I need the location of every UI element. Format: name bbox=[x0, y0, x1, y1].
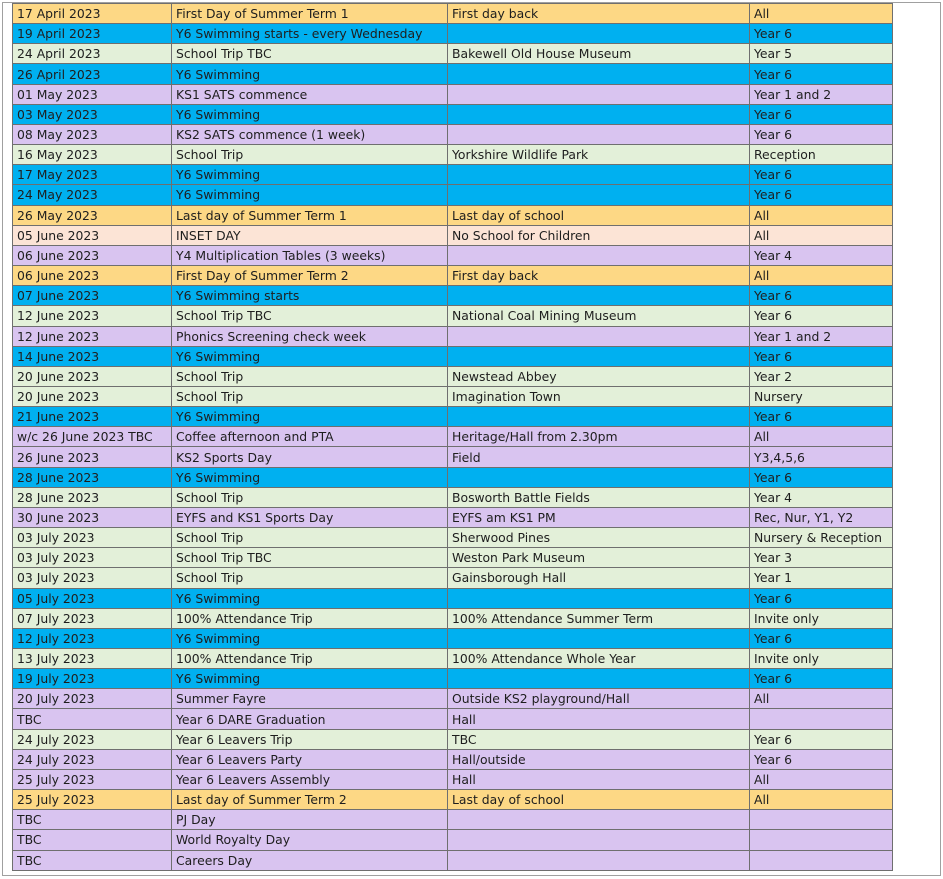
group-cell: Year 1 and 2 bbox=[750, 326, 893, 346]
group-cell: All bbox=[750, 4, 893, 24]
table-row bbox=[13, 245, 893, 265]
date-cell: 28 June 2023 bbox=[13, 487, 172, 507]
event-cell: School Trip bbox=[172, 145, 448, 165]
event-cell: First Day of Summer Term 1 bbox=[172, 4, 448, 24]
location-cell: Last day of school bbox=[448, 790, 750, 810]
table-row bbox=[13, 568, 893, 588]
location-cell: Hall/outside bbox=[448, 749, 750, 769]
table-row bbox=[13, 649, 893, 669]
location-cell bbox=[448, 24, 750, 44]
table-row bbox=[13, 588, 893, 608]
event-cell: School Trip TBC bbox=[172, 44, 448, 64]
event-cell: School Trip bbox=[172, 487, 448, 507]
location-cell bbox=[448, 346, 750, 366]
event-cell: KS1 SATS commence bbox=[172, 84, 448, 104]
group-cell: Year 6 bbox=[750, 64, 893, 84]
group-cell: Year 6 bbox=[750, 104, 893, 124]
date-cell: 12 July 2023 bbox=[13, 628, 172, 648]
group-cell: Year 6 bbox=[750, 165, 893, 185]
date-cell: 03 May 2023 bbox=[13, 104, 172, 124]
event-cell: Y6 Swimming bbox=[172, 628, 448, 648]
location-cell bbox=[448, 165, 750, 185]
event-cell: Y6 Swimming bbox=[172, 588, 448, 608]
date-cell: 26 May 2023 bbox=[13, 205, 172, 225]
event-cell: Y6 Swimming bbox=[172, 104, 448, 124]
events-table bbox=[12, 3, 893, 871]
table-row bbox=[13, 407, 893, 427]
date-cell: 05 June 2023 bbox=[13, 225, 172, 245]
date-cell: 14 June 2023 bbox=[13, 346, 172, 366]
group-cell: Year 6 bbox=[750, 749, 893, 769]
group-cell: Nursery & Reception bbox=[750, 528, 893, 548]
group-cell: Rec, Nur, Y1, Y2 bbox=[750, 507, 893, 527]
group-cell: All bbox=[750, 266, 893, 286]
date-cell: 12 June 2023 bbox=[13, 326, 172, 346]
location-cell bbox=[448, 467, 750, 487]
date-cell: 24 July 2023 bbox=[13, 729, 172, 749]
table-row bbox=[13, 427, 893, 447]
location-cell: TBC bbox=[448, 729, 750, 749]
table-row bbox=[13, 608, 893, 628]
date-cell: 08 May 2023 bbox=[13, 124, 172, 144]
event-cell: Y6 Swimming starts bbox=[172, 286, 448, 306]
date-cell: w/c 26 June 2023 TBC bbox=[13, 427, 172, 447]
event-cell: School Trip TBC bbox=[172, 548, 448, 568]
group-cell: Year 4 bbox=[750, 487, 893, 507]
date-cell: TBC bbox=[13, 709, 172, 729]
date-cell: 20 July 2023 bbox=[13, 689, 172, 709]
group-cell: All bbox=[750, 790, 893, 810]
location-cell bbox=[448, 810, 750, 830]
date-cell: 05 July 2023 bbox=[13, 588, 172, 608]
date-cell: TBC bbox=[13, 810, 172, 830]
event-cell: Last day of Summer Term 1 bbox=[172, 205, 448, 225]
location-cell: Hall bbox=[448, 769, 750, 789]
table-row bbox=[13, 810, 893, 830]
date-cell: 19 July 2023 bbox=[13, 669, 172, 689]
group-cell: All bbox=[750, 427, 893, 447]
table-row bbox=[13, 84, 893, 104]
location-cell: First day back bbox=[448, 266, 750, 286]
group-cell: Year 4 bbox=[750, 245, 893, 265]
date-cell: 17 April 2023 bbox=[13, 4, 172, 24]
location-cell: Newstead Abbey bbox=[448, 366, 750, 386]
event-cell: Careers Day bbox=[172, 850, 448, 870]
event-cell: EYFS and KS1 Sports Day bbox=[172, 507, 448, 527]
date-cell: 06 June 2023 bbox=[13, 266, 172, 286]
event-cell: INSET DAY bbox=[172, 225, 448, 245]
date-cell: 20 June 2023 bbox=[13, 386, 172, 406]
event-cell: KS2 Sports Day bbox=[172, 447, 448, 467]
table-row bbox=[13, 64, 893, 84]
location-cell: Field bbox=[448, 447, 750, 467]
date-cell: 01 May 2023 bbox=[13, 84, 172, 104]
table-row bbox=[13, 769, 893, 789]
group-cell: Year 6 bbox=[750, 467, 893, 487]
group-cell: Year 1 and 2 bbox=[750, 84, 893, 104]
table-row bbox=[13, 306, 893, 326]
location-cell bbox=[448, 286, 750, 306]
date-cell: 07 July 2023 bbox=[13, 608, 172, 628]
table-row bbox=[13, 44, 893, 64]
event-cell: 100% Attendance Trip bbox=[172, 649, 448, 669]
event-cell: First Day of Summer Term 2 bbox=[172, 266, 448, 286]
group-cell bbox=[750, 850, 893, 870]
table-row bbox=[13, 467, 893, 487]
location-cell: Yorkshire Wildlife Park bbox=[448, 145, 750, 165]
event-cell: Year 6 DARE Graduation bbox=[172, 709, 448, 729]
event-cell: Summer Fayre bbox=[172, 689, 448, 709]
group-cell: Year 6 bbox=[750, 588, 893, 608]
location-cell: EYFS am KS1 PM bbox=[448, 507, 750, 527]
event-cell: School Trip bbox=[172, 386, 448, 406]
group-cell bbox=[750, 810, 893, 830]
event-cell: Last day of Summer Term 2 bbox=[172, 790, 448, 810]
table-row bbox=[13, 266, 893, 286]
location-cell: Sherwood Pines bbox=[448, 528, 750, 548]
table-row bbox=[13, 709, 893, 729]
location-cell bbox=[448, 185, 750, 205]
event-cell: 100% Attendance Trip bbox=[172, 608, 448, 628]
table-row bbox=[13, 145, 893, 165]
location-cell: Bakewell Old House Museum bbox=[448, 44, 750, 64]
group-cell: Year 3 bbox=[750, 548, 893, 568]
event-cell: Y6 Swimming bbox=[172, 346, 448, 366]
group-cell: All bbox=[750, 769, 893, 789]
event-cell: School Trip TBC bbox=[172, 306, 448, 326]
event-cell: Y6 Swimming starts - every Wednesday bbox=[172, 24, 448, 44]
location-cell bbox=[448, 407, 750, 427]
location-cell: 100% Attendance Summer Term bbox=[448, 608, 750, 628]
location-cell: National Coal Mining Museum bbox=[448, 306, 750, 326]
table-row bbox=[13, 346, 893, 366]
event-cell: Y6 Swimming bbox=[172, 669, 448, 689]
table-row bbox=[13, 487, 893, 507]
date-cell: 21 June 2023 bbox=[13, 407, 172, 427]
date-cell: 12 June 2023 bbox=[13, 306, 172, 326]
event-cell: Phonics Screening check week bbox=[172, 326, 448, 346]
table-row bbox=[13, 4, 893, 24]
location-cell bbox=[448, 850, 750, 870]
event-cell: Y6 Swimming bbox=[172, 165, 448, 185]
location-cell: Outside KS2 playground/Hall bbox=[448, 689, 750, 709]
table-row bbox=[13, 104, 893, 124]
location-cell: Last day of school bbox=[448, 205, 750, 225]
group-cell bbox=[750, 830, 893, 850]
group-cell: Y3,4,5,6 bbox=[750, 447, 893, 467]
group-cell: All bbox=[750, 225, 893, 245]
table-row bbox=[13, 386, 893, 406]
location-cell: Gainsborough Hall bbox=[448, 568, 750, 588]
location-cell: Weston Park Museum bbox=[448, 548, 750, 568]
table-row bbox=[13, 225, 893, 245]
table-row bbox=[13, 850, 893, 870]
location-cell bbox=[448, 104, 750, 124]
event-cell: Y6 Swimming bbox=[172, 185, 448, 205]
event-cell: KS2 SATS commence (1 week) bbox=[172, 124, 448, 144]
date-cell: 19 April 2023 bbox=[13, 24, 172, 44]
event-cell: School Trip bbox=[172, 366, 448, 386]
group-cell bbox=[750, 709, 893, 729]
table-row bbox=[13, 205, 893, 225]
date-cell: 03 July 2023 bbox=[13, 548, 172, 568]
table-row bbox=[13, 729, 893, 749]
group-cell: Year 2 bbox=[750, 366, 893, 386]
date-cell: 03 July 2023 bbox=[13, 528, 172, 548]
date-cell: 25 July 2023 bbox=[13, 790, 172, 810]
event-cell: Year 6 Leavers Party bbox=[172, 749, 448, 769]
location-cell: Bosworth Battle Fields bbox=[448, 487, 750, 507]
event-cell: World Royalty Day bbox=[172, 830, 448, 850]
date-cell: 28 June 2023 bbox=[13, 467, 172, 487]
date-cell: 06 June 2023 bbox=[13, 245, 172, 265]
group-cell: Year 6 bbox=[750, 628, 893, 648]
date-cell: 20 June 2023 bbox=[13, 366, 172, 386]
event-cell: PJ Day bbox=[172, 810, 448, 830]
table-row bbox=[13, 628, 893, 648]
location-cell bbox=[448, 588, 750, 608]
table-row bbox=[13, 507, 893, 527]
location-cell bbox=[448, 628, 750, 648]
event-cell: Y6 Swimming bbox=[172, 467, 448, 487]
group-cell: Year 6 bbox=[750, 669, 893, 689]
location-cell bbox=[448, 84, 750, 104]
location-cell bbox=[448, 830, 750, 850]
location-cell: 100% Attendance Whole Year bbox=[448, 649, 750, 669]
table-row bbox=[13, 528, 893, 548]
date-cell: 30 June 2023 bbox=[13, 507, 172, 527]
location-cell: Heritage/Hall from 2.30pm bbox=[448, 427, 750, 447]
date-cell: TBC bbox=[13, 850, 172, 870]
event-cell: School Trip bbox=[172, 528, 448, 548]
table-row bbox=[13, 185, 893, 205]
group-cell: Reception bbox=[750, 145, 893, 165]
table-row bbox=[13, 447, 893, 467]
group-cell: All bbox=[750, 689, 893, 709]
location-cell: Imagination Town bbox=[448, 386, 750, 406]
table-row bbox=[13, 326, 893, 346]
group-cell: Year 6 bbox=[750, 729, 893, 749]
events-table-body bbox=[13, 4, 893, 871]
event-cell: Y6 Swimming bbox=[172, 407, 448, 427]
group-cell: All bbox=[750, 205, 893, 225]
location-cell bbox=[448, 669, 750, 689]
group-cell: Year 6 bbox=[750, 185, 893, 205]
group-cell: Year 6 bbox=[750, 286, 893, 306]
group-cell: Nursery bbox=[750, 386, 893, 406]
location-cell: No School for Children bbox=[448, 225, 750, 245]
location-cell: Hall bbox=[448, 709, 750, 729]
location-cell bbox=[448, 64, 750, 84]
date-cell: 25 July 2023 bbox=[13, 769, 172, 789]
table-row bbox=[13, 124, 893, 144]
table-row bbox=[13, 689, 893, 709]
location-cell: First day back bbox=[448, 4, 750, 24]
event-cell: Year 6 Leavers Trip bbox=[172, 729, 448, 749]
date-cell: 24 July 2023 bbox=[13, 749, 172, 769]
date-cell: 24 April 2023 bbox=[13, 44, 172, 64]
date-cell: 13 July 2023 bbox=[13, 649, 172, 669]
table-row bbox=[13, 548, 893, 568]
date-cell: 03 July 2023 bbox=[13, 568, 172, 588]
event-cell: Coffee afternoon and PTA bbox=[172, 427, 448, 447]
date-cell: 26 June 2023 bbox=[13, 447, 172, 467]
group-cell: Year 6 bbox=[750, 346, 893, 366]
group-cell: Invite only bbox=[750, 608, 893, 628]
date-cell: 16 May 2023 bbox=[13, 145, 172, 165]
date-cell: 07 June 2023 bbox=[13, 286, 172, 306]
date-cell: 17 May 2023 bbox=[13, 165, 172, 185]
event-cell: Y6 Swimming bbox=[172, 64, 448, 84]
group-cell: Year 6 bbox=[750, 124, 893, 144]
table-row bbox=[13, 669, 893, 689]
table-row bbox=[13, 830, 893, 850]
location-cell bbox=[448, 326, 750, 346]
table-row bbox=[13, 286, 893, 306]
date-cell: 26 April 2023 bbox=[13, 64, 172, 84]
group-cell: Year 6 bbox=[750, 24, 893, 44]
event-cell: Year 6 Leavers Assembly bbox=[172, 769, 448, 789]
location-cell bbox=[448, 245, 750, 265]
date-cell: 24 May 2023 bbox=[13, 185, 172, 205]
location-cell bbox=[448, 124, 750, 144]
table-row bbox=[13, 749, 893, 769]
table-row bbox=[13, 366, 893, 386]
group-cell: Year 5 bbox=[750, 44, 893, 64]
event-cell: School Trip bbox=[172, 568, 448, 588]
date-cell: TBC bbox=[13, 830, 172, 850]
table-row bbox=[13, 24, 893, 44]
group-cell: Year 6 bbox=[750, 306, 893, 326]
group-cell: Invite only bbox=[750, 649, 893, 669]
table-row bbox=[13, 165, 893, 185]
group-cell: Year 6 bbox=[750, 407, 893, 427]
group-cell: Year 1 bbox=[750, 568, 893, 588]
event-cell: Y4 Multiplication Tables (3 weeks) bbox=[172, 245, 448, 265]
table-row bbox=[13, 790, 893, 810]
